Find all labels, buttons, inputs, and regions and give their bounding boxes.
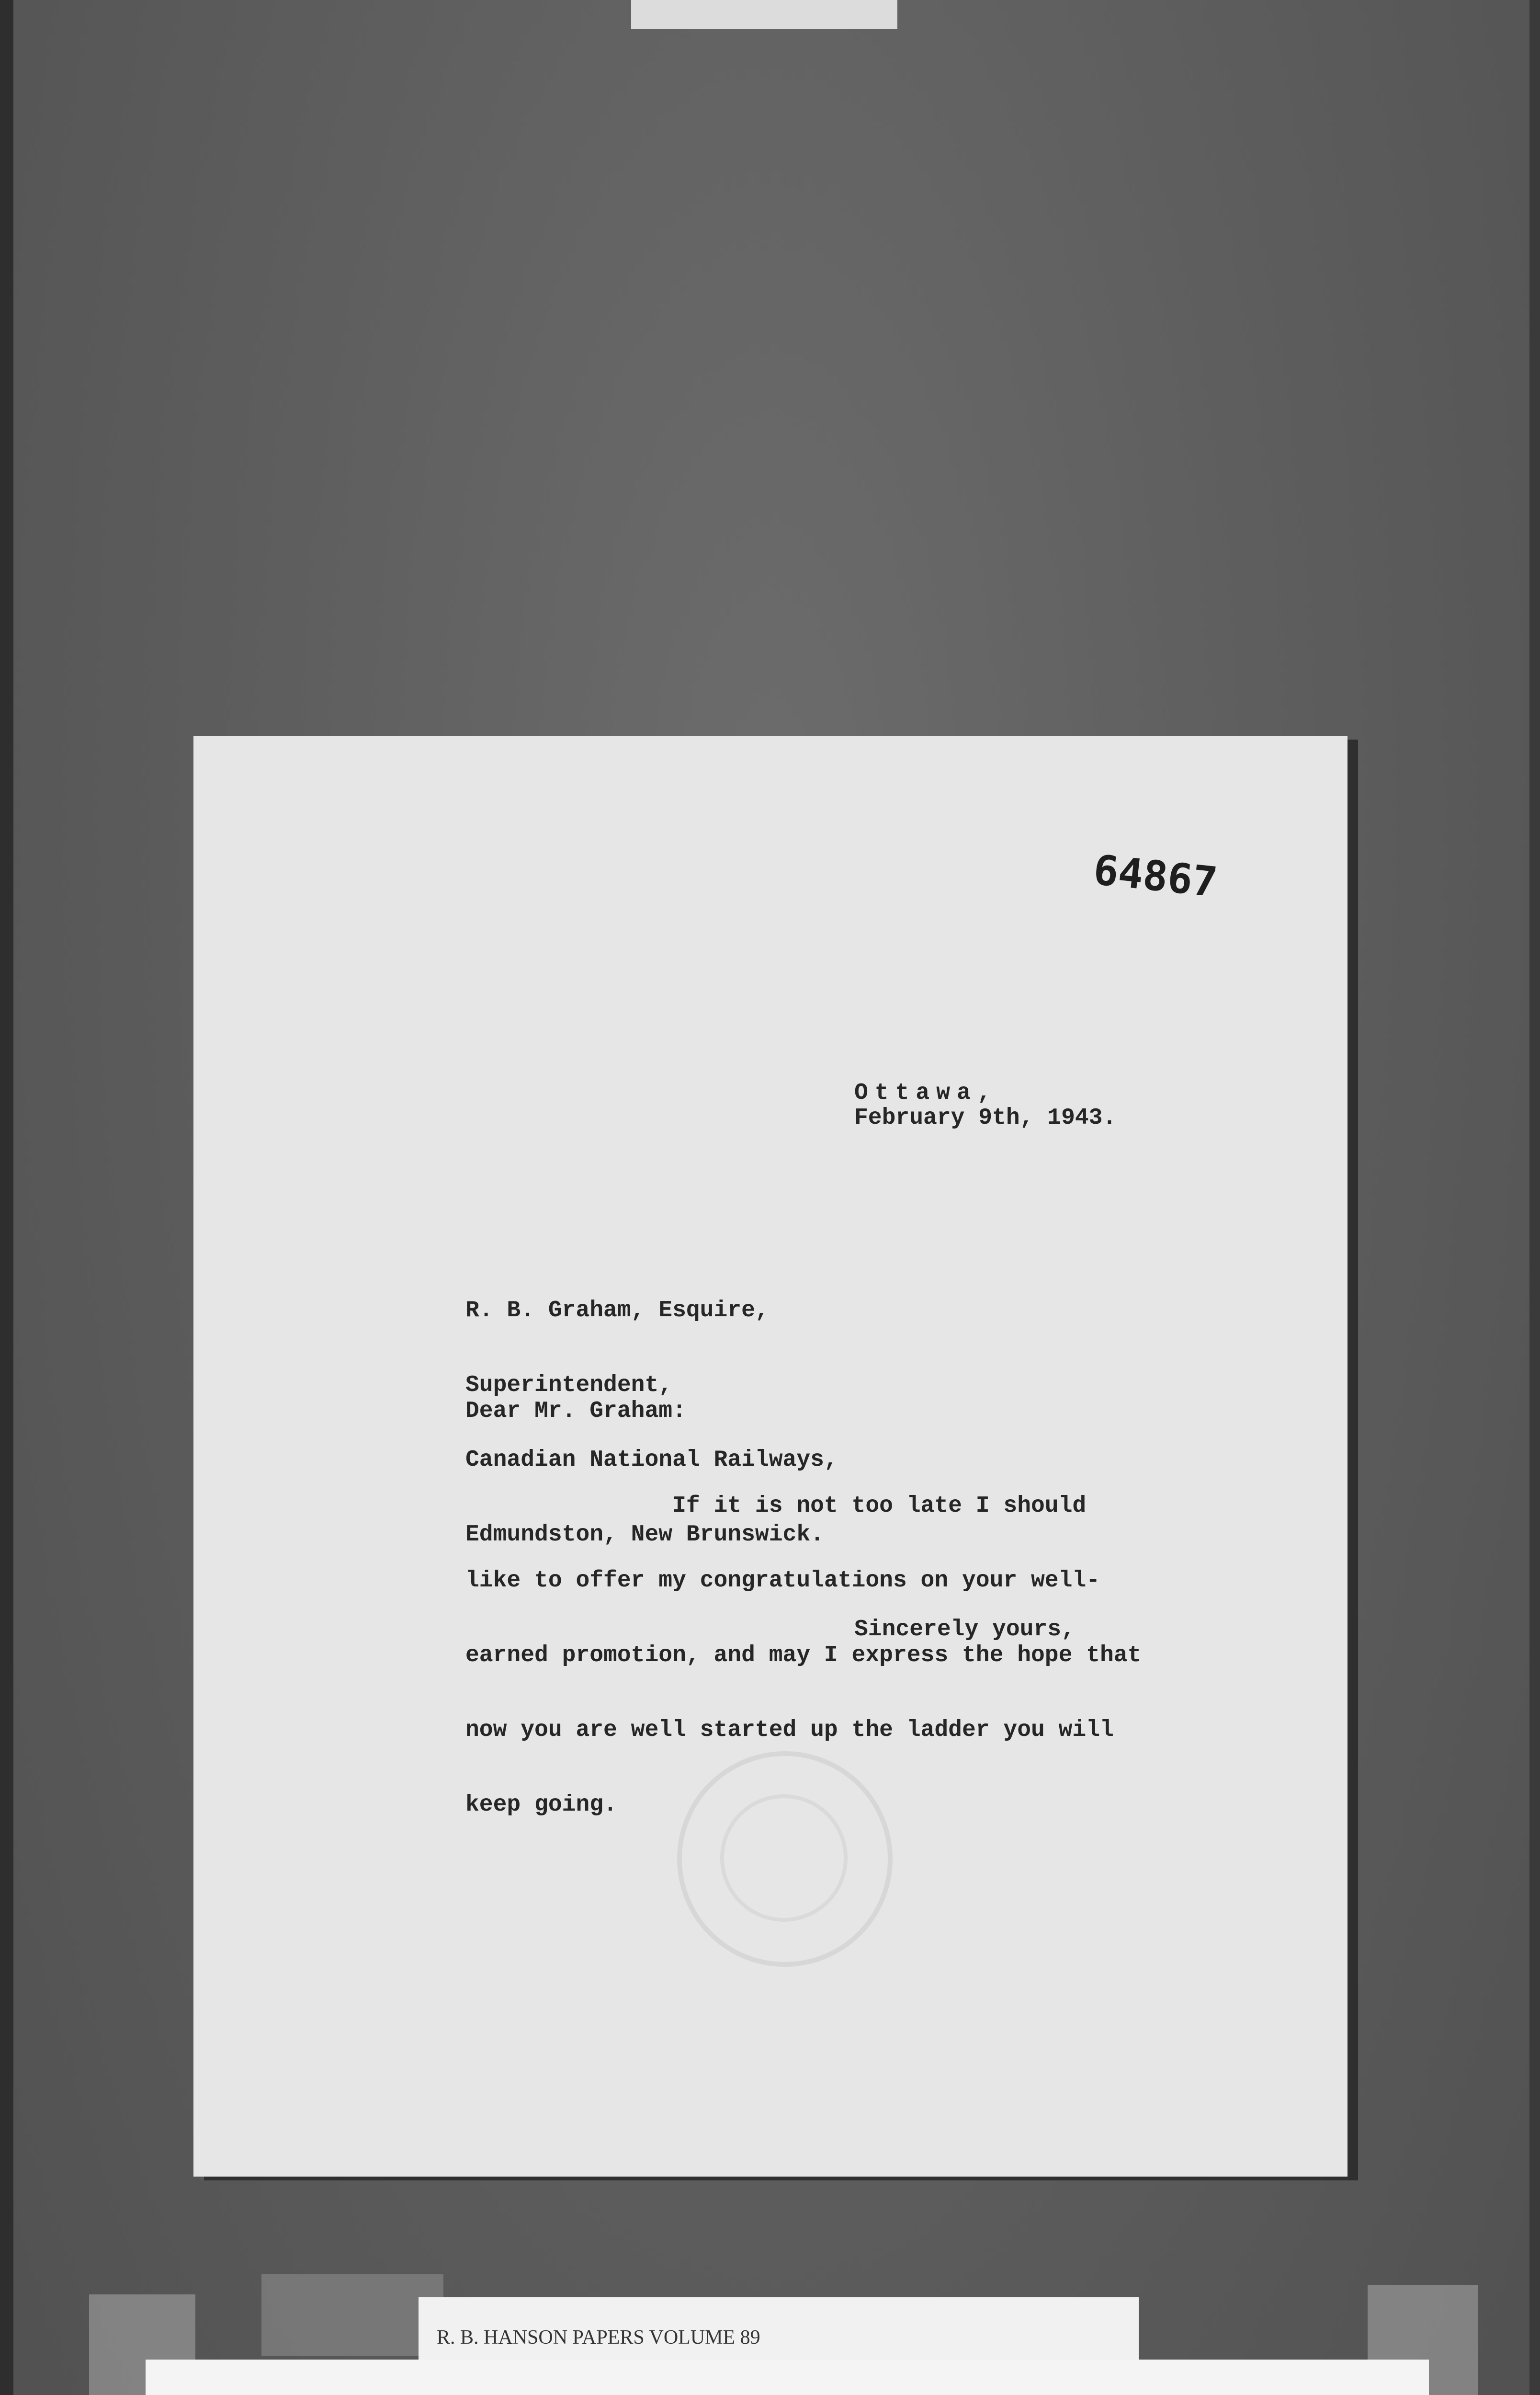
top-paper-tab bbox=[631, 0, 897, 29]
faint-seal-watermark bbox=[677, 1751, 893, 1967]
recipient-line: Superintendent, bbox=[465, 1372, 673, 1398]
body-line: earned promotion, and may I express the hope that bbox=[465, 1642, 1142, 1668]
letter-page bbox=[193, 736, 1348, 2177]
archive-card bbox=[146, 2360, 1429, 2395]
body-line: now you are well started up the ladder you will bbox=[465, 1717, 1114, 1743]
recipient-line: Edmundston, New Brunswick. bbox=[465, 1522, 824, 1548]
document-number: 64867 bbox=[1091, 846, 1220, 907]
letter-closing: Sincerely yours, bbox=[854, 1617, 1075, 1642]
collection-label: R. B. HANSON PAPERS VOLUME 89 bbox=[437, 2327, 760, 2349]
body-line: If it is not too late I should bbox=[465, 1493, 1087, 1519]
frame-left-edge bbox=[0, 0, 13, 2395]
tape-strip bbox=[261, 2274, 443, 2356]
frame-right-edge bbox=[1529, 0, 1540, 2395]
body-line: keep going. bbox=[465, 1792, 617, 1818]
letter-date: February 9th, 1943. bbox=[854, 1105, 1117, 1131]
letter-place: Ottawa, bbox=[854, 1080, 998, 1106]
body-line: like to offer my congratulations on your well- bbox=[465, 1568, 1100, 1594]
recipient-line: Canadian National Railways, bbox=[465, 1447, 838, 1473]
recipient-line: R. B. Graham, Esquire, bbox=[465, 1298, 769, 1323]
letter-salutation: Dear Mr. Graham: bbox=[465, 1398, 686, 1424]
